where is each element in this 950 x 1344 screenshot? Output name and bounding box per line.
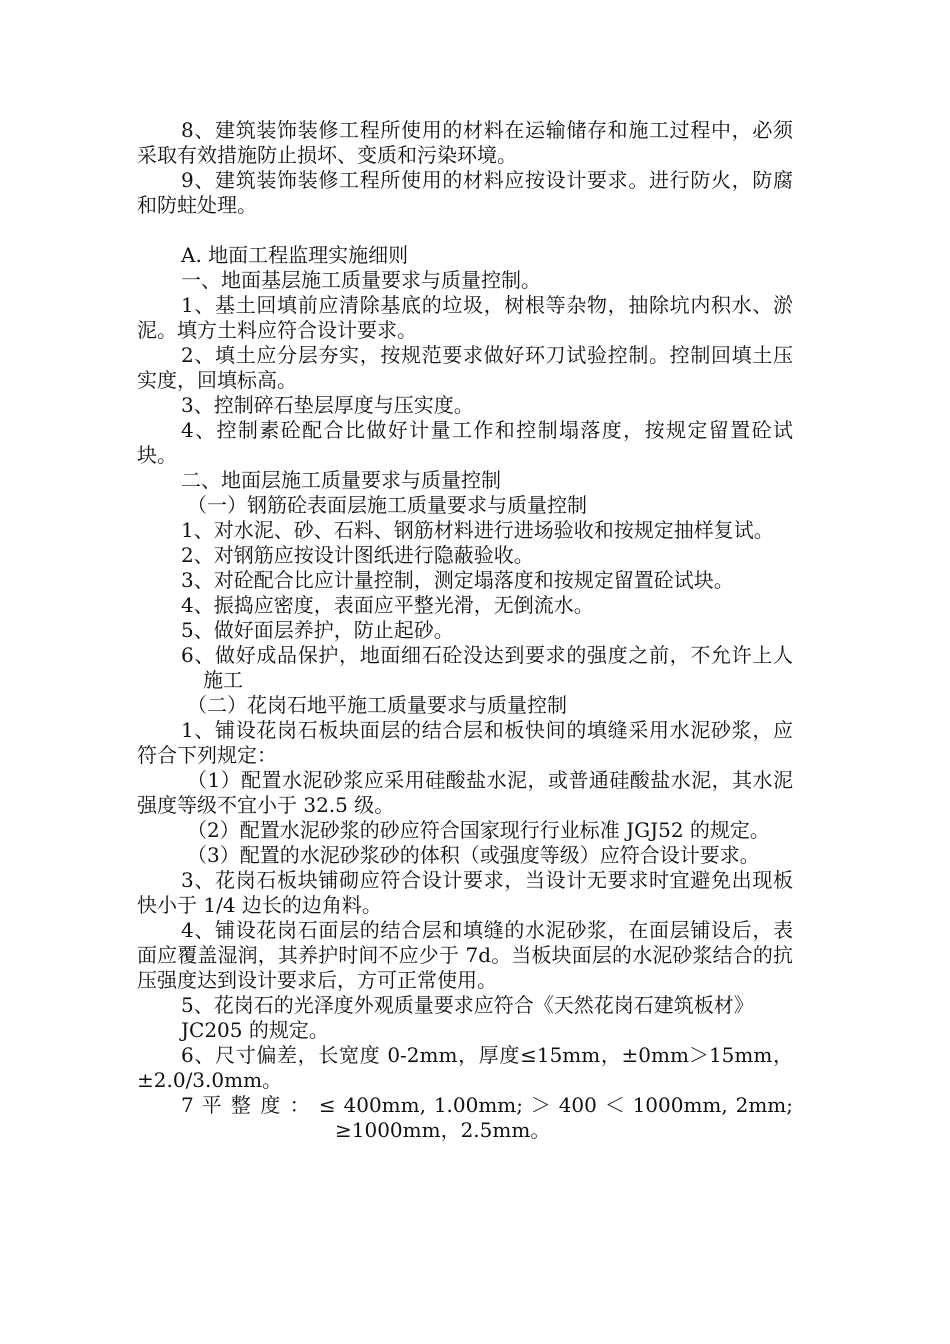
- sub2-item-7-cont: ≥1000mm，2.5mm。: [335, 1118, 551, 1142]
- sub2-item-1: 1、铺设花岗石板块面层的结合层和板快间的填缝采用水泥砂浆，应符合下列规定：: [137, 718, 793, 767]
- sub2-rule-1: （1）配置水泥砂浆应采用硅酸盐水泥，或普通硅酸盐水泥，其水泥强度等级不宜小于 32.5 级。: [137, 768, 793, 817]
- sub2-item-7: 7 平 整 度 ： ≤ 400mm, 1.00mm; ＞ 400 ＜ 1000mm, 2mm;: [181, 1093, 793, 1117]
- sub1-item-3: 3、对砼配合比应计量控制，测定塌落度和按规定留置砼试块。: [181, 568, 734, 592]
- sub2-item-5: 5、花岗石的光泽度外观质量要求应符合《天然花岗石建筑板材》: [181, 993, 754, 1017]
- item-2: 2、填土应分层夯实，按规范要求做好环刀试验控制。控制回填土压实度，回填标高。: [137, 343, 793, 392]
- sub1-item-1: 1、对水泥、砂、石料、钢筋材料进行进场验收和按规定抽样复试。: [181, 518, 774, 542]
- heading-2: 二、地面层施工质量要求与质量控制: [181, 468, 501, 492]
- blank-line: [137, 218, 793, 243]
- section-title: A. 地面工程监理实施细则: [181, 243, 409, 267]
- sub2-item-4: 4、铺设花岗石面层的结合层和填缝的水泥砂浆，在面层铺设后，表面应覆盖湿润，其养护时间不应少于 7d。当板块面层的水泥砂浆结合的抗压强度达到设计要求后，方可正常使用。: [137, 918, 793, 992]
- item-1: 1、基土回填前应清除基底的垃圾，树根等杂物，抽除坑内积水、淤泥。填方土料应符合设计要求。: [137, 293, 793, 342]
- document-body: [137, 118, 793, 1143]
- sub2-rule-2: （2）配置水泥砂浆的砂应符合国家现行行业标准 JGJ52 的规定。: [187, 818, 770, 842]
- sub2-rule-3: （3）配置的水泥砂浆砂的体积（或强度等级）应符合设计要求。: [187, 843, 760, 867]
- subheading-1: （一）钢筋砼表面层施工质量要求与质量控制: [187, 493, 587, 517]
- paragraph-8: 8、建筑装饰装修工程所使用的材料在运输储存和施工过程中，必须采取有效措施防止损坏、变质和污染环境。: [137, 118, 793, 167]
- paragraph-9: 9、建筑装饰装修工程所使用的材料应按设计要求。进行防火，防腐和防蛀处理。: [137, 168, 793, 217]
- sub1-item-6: 6、做好成品保护，地面细石砼没达到要求的强度之前，不允许上人施工: [181, 643, 793, 692]
- sub1-item-5: 5、做好面层养护，防止起砂。: [181, 618, 454, 642]
- sub1-item-4: 4、振捣应密度，表面应平整光滑，无倒流水。: [181, 593, 594, 617]
- item-3: 3、控制碎石垫层厚度与压实度。: [181, 393, 474, 417]
- sub1-item-2: 2、对钢筋应按设计图纸进行隐蔽验收。: [181, 543, 534, 567]
- heading-1: 一、地面基层施工质量要求与质量控制。: [181, 268, 541, 292]
- sub2-item-3: 3、花岗石板块铺砌应符合设计要求，当设计无要求时宜避免出现板快小于 1/4 边长的边角料。: [137, 868, 793, 917]
- sub2-item-5-cont: JC205 的规定。: [181, 1018, 329, 1042]
- item-4: 4、控制素砼配合比做好计量工作和控制塌落度，按规定留置砼试块。: [137, 418, 793, 467]
- subheading-2: （二）花岗石地平施工质量要求与质量控制: [187, 693, 567, 717]
- sub2-item-6: 6、尺寸偏差，长宽度 0-2mm，厚度≤15mm，±0mm＞15mm，±2.0/3.0mm。: [137, 1043, 793, 1092]
